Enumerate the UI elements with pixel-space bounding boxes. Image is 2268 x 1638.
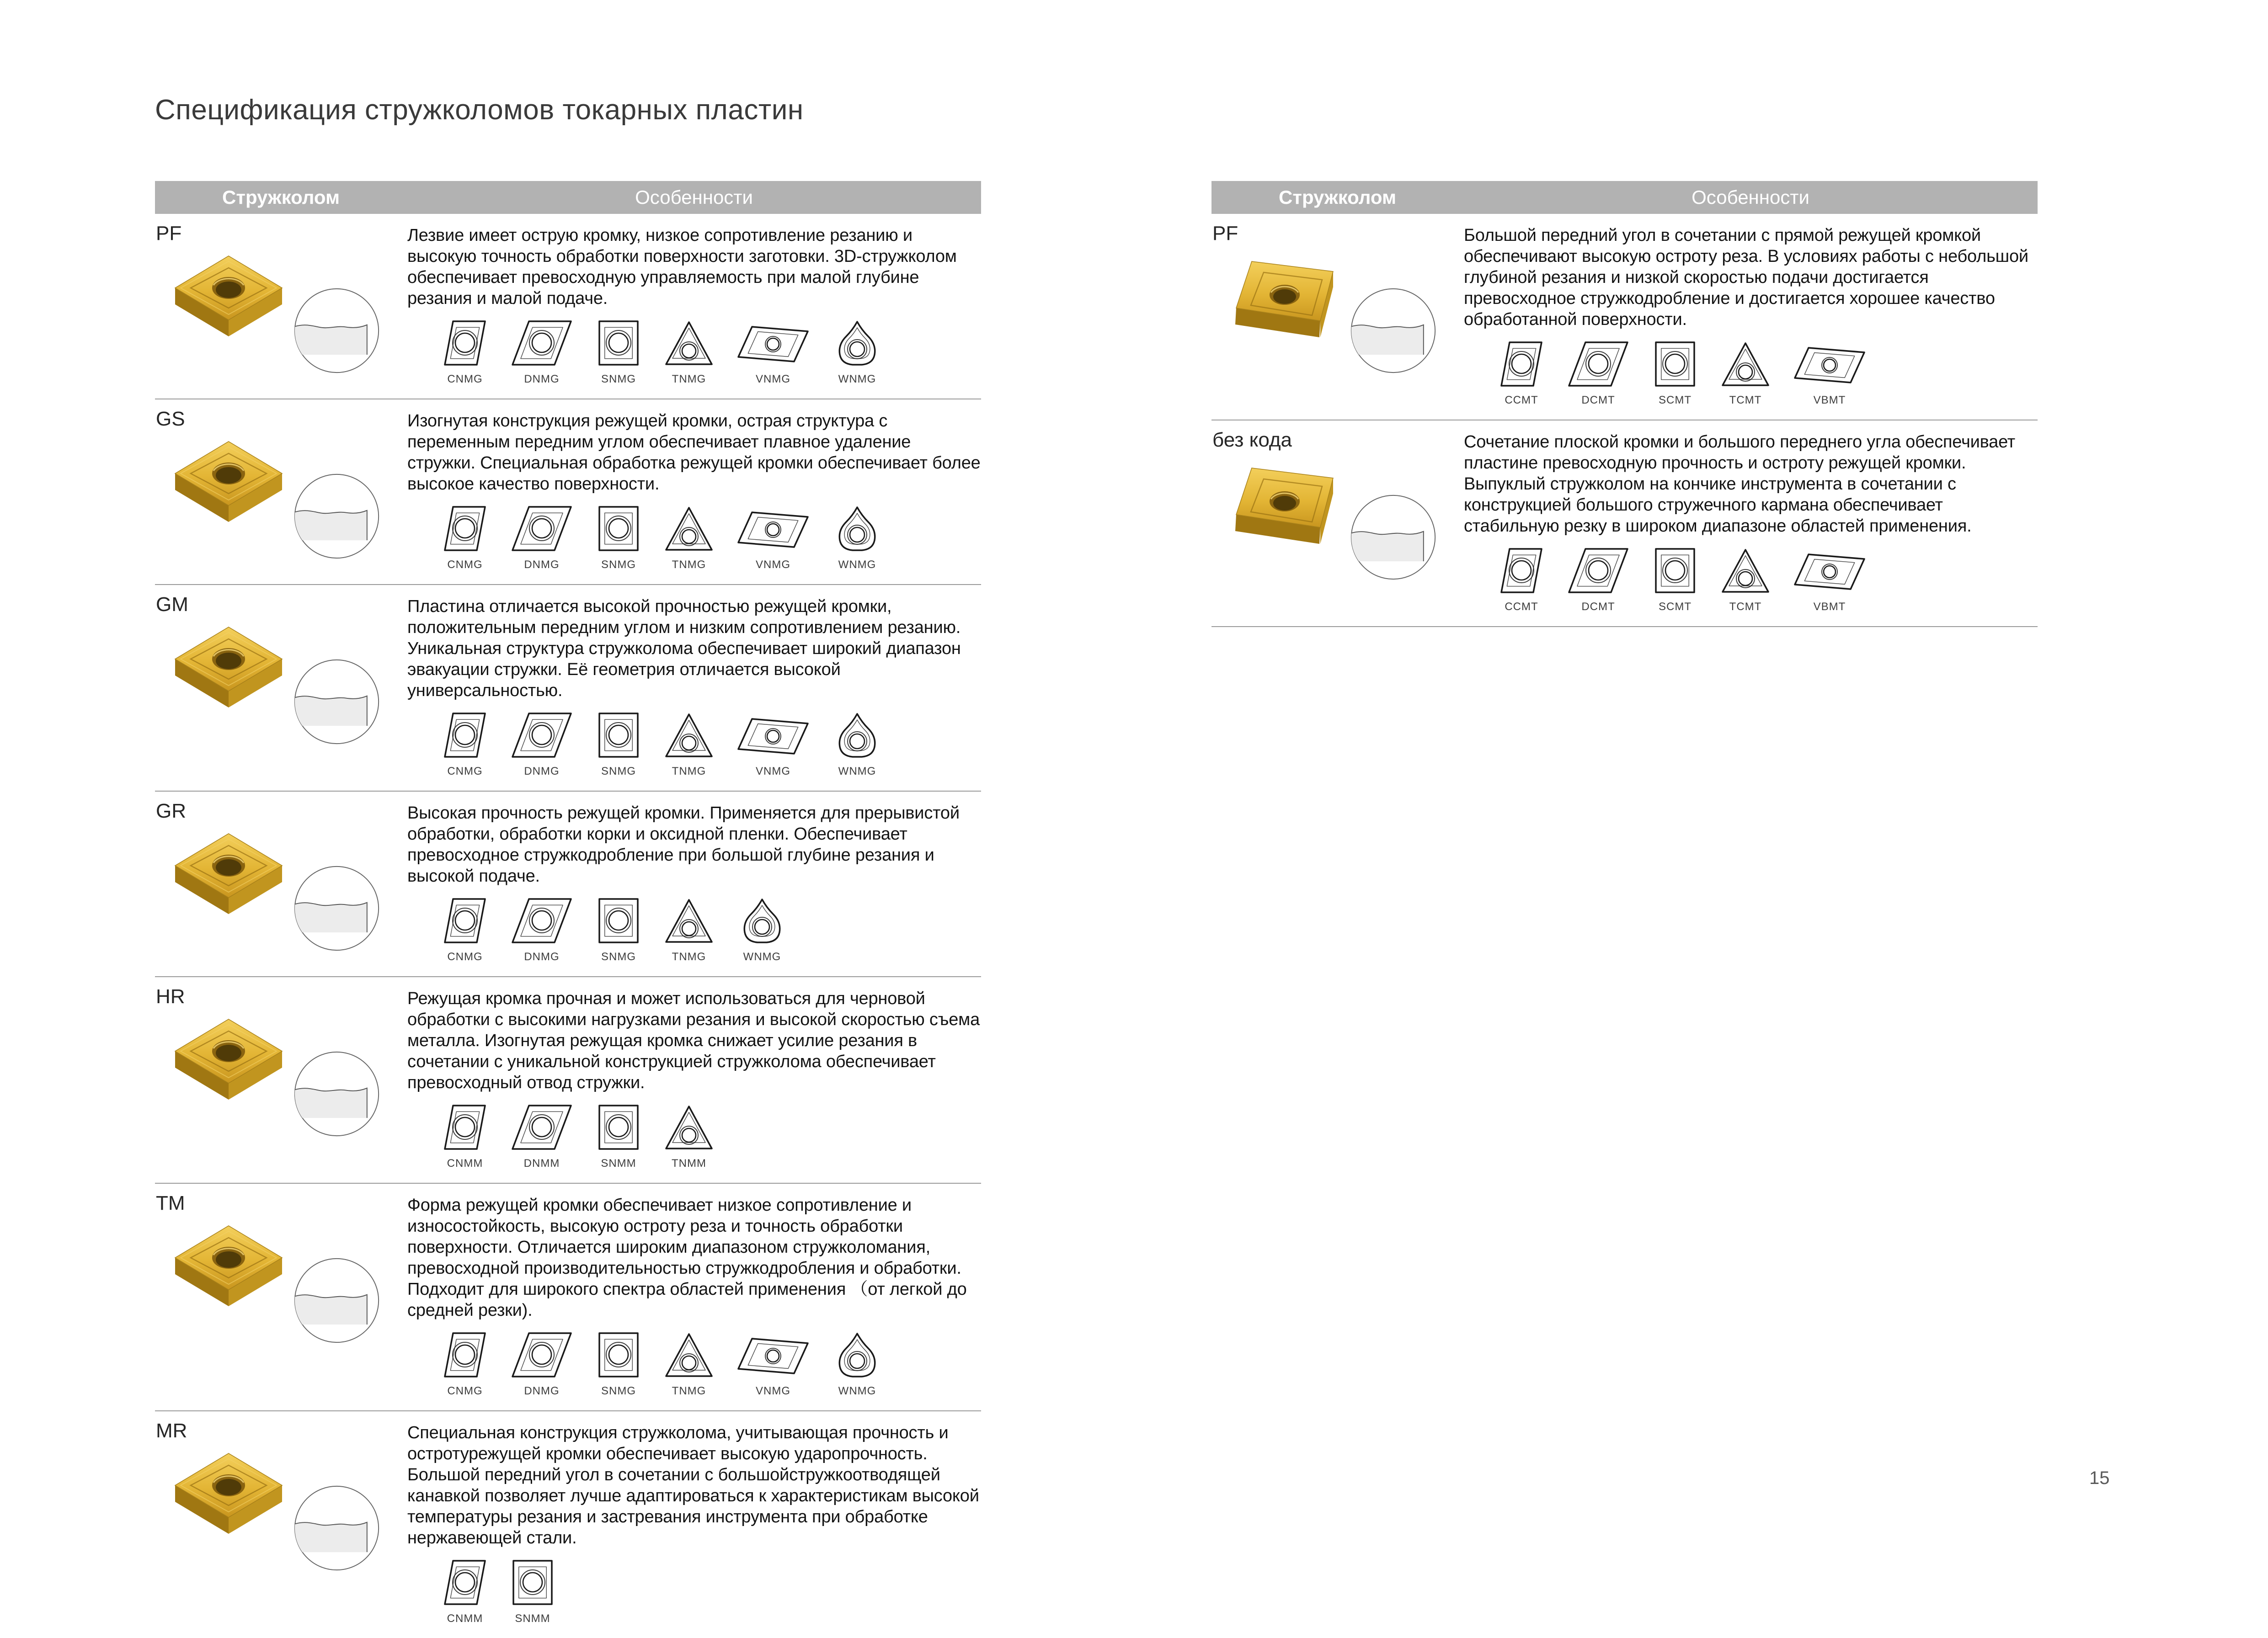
page-number: 15 xyxy=(2089,1468,2110,1488)
insert-shape-label: DNMG xyxy=(524,765,560,777)
insert-shape-label: TNMG xyxy=(672,558,706,571)
features-text: Лезвие имеет острую кромку, низкое сопротивление резанию и высокую точность обработки поверхности заготовки. 3D-стружколом обеспечивает превосходную управляемость при малой глубине резания и малой подаче. xyxy=(407,226,957,308)
cnmm-insert-shape-icon xyxy=(442,1103,488,1154)
column-header-chipbreaker: Стружколом xyxy=(222,186,340,208)
insert-shape-label: DCMT xyxy=(1581,394,1615,406)
insert-shape-label: VNMG xyxy=(756,373,790,385)
chipbreaker-cell xyxy=(155,1184,407,1410)
insert-shapes-row xyxy=(442,711,981,778)
insert-shape xyxy=(1720,340,1771,407)
insert-shape-label: SCMT xyxy=(1659,601,1692,613)
table-row xyxy=(1211,214,2038,420)
insert-shapes-row xyxy=(442,897,981,963)
insert-shape-label: DNMG xyxy=(524,558,560,571)
insert-shape xyxy=(442,1331,488,1398)
chipbreaker-profile-icon xyxy=(292,1049,381,1138)
insert-shapes-row xyxy=(442,319,981,386)
dnmg-insert-shape-icon xyxy=(510,897,574,947)
gold-insert-3d-image xyxy=(167,1218,290,1325)
insert-shape-label: SCMT xyxy=(1659,394,1692,406)
insert-shape xyxy=(663,711,715,778)
chipbreaker-profile-icon xyxy=(292,1256,381,1345)
gold-insert-3d-image xyxy=(1223,454,1347,562)
insert-shape xyxy=(596,505,641,571)
insert-shape-label: SNMG xyxy=(601,373,636,385)
insert-shapes-row xyxy=(442,505,981,571)
chipbreaker-cell xyxy=(155,1411,407,1638)
table-header xyxy=(1211,181,2038,214)
insert-shape-label: VBMT xyxy=(1813,601,1846,613)
vnmg-insert-shape-icon xyxy=(736,507,810,555)
tnmg-insert-shape-icon xyxy=(663,505,715,555)
insert-shape xyxy=(736,507,810,571)
chipbreaker-cell xyxy=(155,977,407,1183)
insert-shape xyxy=(596,897,641,963)
cnmg-insert-shape-icon xyxy=(442,319,488,369)
table-row xyxy=(155,792,981,977)
insert-shape xyxy=(442,1103,488,1170)
insert-shape xyxy=(442,505,488,571)
table-header xyxy=(155,181,981,214)
insert-shapes-row xyxy=(1499,340,2038,407)
features-cell xyxy=(407,977,981,1183)
table-rows xyxy=(1211,214,2038,627)
vnmg-insert-shape-icon xyxy=(736,321,810,369)
insert-shape-label: CNMG xyxy=(447,558,483,571)
insert-shapes-row xyxy=(1499,547,2038,613)
wnmg-insert-shape-icon xyxy=(832,1331,883,1381)
insert-shape xyxy=(1652,340,1698,407)
insert-shape xyxy=(442,1558,488,1625)
insert-shape xyxy=(510,897,574,963)
snmg-insert-shape-icon xyxy=(596,319,641,369)
column-header-features: Особенности xyxy=(1692,186,1809,208)
features-cell xyxy=(1464,214,2038,420)
insert-shape-label: SNMG xyxy=(601,558,636,571)
insert-shape xyxy=(1793,549,1866,613)
insert-shape-label: WNMG xyxy=(838,373,876,385)
insert-shape xyxy=(663,1103,715,1170)
vnmg-insert-shape-icon xyxy=(736,1333,810,1381)
chipbreaker-code-label: GM xyxy=(156,593,188,616)
snmg-insert-shape-icon xyxy=(596,1331,641,1381)
insert-shape xyxy=(832,319,883,386)
insert-shape xyxy=(1652,547,1698,613)
insert-shape xyxy=(510,505,574,571)
chipbreaker-profile-icon xyxy=(292,286,381,375)
insert-shape-label: CCMT xyxy=(1505,394,1538,406)
features-text: Форма режущей кромки обеспечивает низкое сопротивление и износостойкость, высокую остроту реза и точность обработки поверхности. Отличается широким диапазоном стружколомания, превосходной производительностью стружкодробления и обработки. Подходит для широкого спектра областей применения （от легкой до средней резки). xyxy=(407,1196,967,1320)
vbmt-insert-shape-icon xyxy=(1793,549,1866,597)
insert-shape-label: TNMG xyxy=(672,1385,706,1397)
insert-shape xyxy=(736,897,788,963)
wnmg-insert-shape-icon xyxy=(736,897,788,947)
insert-shape-label: CNMM xyxy=(447,1612,483,1625)
insert-shape xyxy=(510,1103,574,1170)
insert-shape-label: CNMG xyxy=(447,765,483,777)
insert-shape xyxy=(1720,547,1771,613)
table-row xyxy=(155,214,981,399)
insert-shape xyxy=(596,1103,641,1170)
chipbreaker-code-label: GS xyxy=(156,408,185,430)
chipbreaker-code-label: MR xyxy=(156,1420,187,1442)
dnmm-insert-shape-icon xyxy=(510,1103,574,1154)
features-cell xyxy=(407,1411,981,1638)
table-row xyxy=(155,977,981,1184)
chipbreaker-cell xyxy=(1211,420,1464,626)
features-text: Специальная конструкция стружколома, учитывающая прочность и остротурежущей кромки обеспечивает высокую ударопрочность. Большой передний угол в сочетании с большойстружкоотводящей канавкой позволяет лучше адаптироваться к характеристикам высокой температуры резания и застревания инструмента при обработке нержавеющей стали. xyxy=(407,1423,979,1548)
dnmg-insert-shape-icon xyxy=(510,1331,574,1381)
insert-shape xyxy=(510,319,574,386)
features-cell xyxy=(1464,420,2038,626)
features-cell xyxy=(407,792,981,976)
insert-shape-label: CNMG xyxy=(447,373,483,385)
chipbreaker-code-label: PF xyxy=(1212,222,1238,245)
insert-shape-label: SNMG xyxy=(601,1385,636,1397)
chipbreaker-profile-icon xyxy=(292,657,381,746)
insert-shape-label: TNMM xyxy=(672,1157,706,1170)
vbmt-insert-shape-icon xyxy=(1793,342,1866,390)
dcmt-insert-shape-icon xyxy=(1566,340,1630,390)
insert-shape-label: TNMG xyxy=(672,373,706,385)
insert-shape xyxy=(832,711,883,778)
insert-shape xyxy=(1566,547,1630,613)
insert-shape xyxy=(663,505,715,571)
chipbreaker-profile-icon xyxy=(1349,286,1438,375)
chipbreaker-cell xyxy=(155,585,407,791)
features-text: Сочетание плоской кромки и большого переднего угла обеспечивает пластине превосходную прочность и остроту режущей кромки. Выпуклый стружколом на кончике инструмента в сочетании с конструкцией большого стружечного кармана обеспечивает стабильную резку в широком диапазоне областей применения. xyxy=(1464,432,2015,536)
insert-shape-label: SNMM xyxy=(515,1612,550,1625)
insert-shape-label: DNMG xyxy=(524,373,560,385)
cnmg-insert-shape-icon xyxy=(442,505,488,555)
insert-shape xyxy=(510,1558,555,1625)
insert-shape xyxy=(663,319,715,386)
chipbreaker-cell xyxy=(1211,214,1464,420)
insert-shape-label: VNMG xyxy=(756,1385,790,1397)
insert-shape-label: DNMG xyxy=(524,951,560,963)
features-cell xyxy=(407,585,981,791)
insert-shape xyxy=(1499,547,1544,613)
insert-shape xyxy=(596,319,641,386)
insert-shape-label: TNMG xyxy=(672,951,706,963)
features-text: Режущая кромка прочная и может использоваться для черновой обработки с высокими нагрузками резания и высокой скоростью съема металла. Изогнутая режущая кромка снижает усилие резания в сочетании с уникальной конструкцией стружколома обеспечивает превосходный отвод стружки. xyxy=(407,989,980,1092)
insert-shape-label: CNMM xyxy=(447,1157,483,1170)
chipbreaker-code-label: PF xyxy=(156,222,182,245)
snmg-insert-shape-icon xyxy=(596,897,641,947)
dcmt-insert-shape-icon xyxy=(1566,547,1630,597)
insert-shape-label: WNMG xyxy=(838,1385,876,1397)
cnmg-insert-shape-icon xyxy=(442,897,488,947)
insert-shape xyxy=(1499,340,1544,407)
chipbreaker-spec-table-right xyxy=(1211,181,2038,627)
insert-shape-label: CNMG xyxy=(447,951,483,963)
insert-shape xyxy=(832,1331,883,1398)
insert-shape-label: CNMG xyxy=(447,1385,483,1397)
ccmt-insert-shape-icon xyxy=(1499,547,1544,597)
insert-shape xyxy=(442,319,488,386)
snmg-insert-shape-icon xyxy=(596,505,641,555)
features-text: Большой передний угол в сочетании с прямой режущей кромкой обеспечивают высокую остроту реза. В условиях работы с небольшой глубиной резания и низкой скоростью подачи достигается превосходное стружкодробление и достигается хорошее качество обработанной поверхности. xyxy=(1464,226,2028,329)
insert-shape xyxy=(1566,340,1630,407)
insert-shape-label: DNMM xyxy=(523,1157,560,1170)
insert-shape xyxy=(510,1331,574,1398)
gold-insert-3d-image xyxy=(167,825,290,933)
page-title: Спецификация стружколомов токарных пластин xyxy=(155,94,804,126)
tcmt-insert-shape-icon xyxy=(1720,547,1771,597)
wnmg-insert-shape-icon xyxy=(832,319,883,369)
snmm-insert-shape-icon xyxy=(596,1103,641,1154)
insert-shape xyxy=(736,321,810,386)
insert-shape xyxy=(663,897,715,963)
chipbreaker-profile-icon xyxy=(1349,493,1438,582)
gold-insert-3d-image xyxy=(167,1445,290,1553)
dnmg-insert-shape-icon xyxy=(510,711,574,761)
table-row xyxy=(155,585,981,792)
wnmg-insert-shape-icon xyxy=(832,711,883,761)
insert-shape-label: WNMG xyxy=(838,765,876,777)
dnmg-insert-shape-icon xyxy=(510,505,574,555)
insert-shape-label: SNMM xyxy=(601,1157,636,1170)
snmg-insert-shape-icon xyxy=(596,711,641,761)
chipbreaker-spec-table-left xyxy=(155,181,981,1638)
cnmg-insert-shape-icon xyxy=(442,1331,488,1381)
insert-shape-label: TNMG xyxy=(672,765,706,777)
tnmg-insert-shape-icon xyxy=(663,897,715,947)
insert-shape-label: VNMG xyxy=(756,765,790,777)
chipbreaker-cell xyxy=(155,792,407,976)
chipbreaker-code-label: GR xyxy=(156,800,186,822)
insert-shape-label: VBMT xyxy=(1813,394,1846,406)
features-cell xyxy=(407,1184,981,1410)
insert-shapes-row xyxy=(442,1103,981,1170)
column-header-features: Особенности xyxy=(635,186,753,208)
features-text: Пластина отличается высокой прочностью режущей кромки, положительным передним углом и низким сопротивлением резанию. Уникальная структура стружколома обеспечивает широкий диапазон эвакуации стружки. Её геометрия отличается высокой универсальностью. xyxy=(407,597,961,700)
insert-shape-label: SNMG xyxy=(601,765,636,777)
gold-insert-3d-image xyxy=(167,619,290,726)
cnmg-insert-shape-icon xyxy=(442,711,488,761)
table-rows xyxy=(155,214,981,1638)
chipbreaker-code-label: TM xyxy=(156,1192,185,1214)
gold-insert-3d-image xyxy=(167,248,290,355)
column-header-chipbreaker: Стружколом xyxy=(1279,186,1397,208)
features-text: Изогнутая конструкция режущей кромки, острая структура с переменным передним углом обеспечивает плавное удаление стружки. Специальная обработка режущей кромки обеспечивает более высокое качество поверхности. xyxy=(407,411,981,494)
features-cell xyxy=(407,399,981,584)
vnmg-insert-shape-icon xyxy=(736,713,810,761)
features-text: Высокая прочность режущей кромки. Применяется для прерывистой обработки, обработки корки и оксидной пленки. Обеспечивает превосходное стружкодробление при большой глубине резания и высокой подаче. xyxy=(407,803,960,886)
chipbreaker-profile-icon xyxy=(292,1484,381,1573)
wnmg-insert-shape-icon xyxy=(832,505,883,555)
insert-shape xyxy=(832,505,883,571)
insert-shape xyxy=(596,1331,641,1398)
table-row xyxy=(1211,420,2038,627)
tnmm-insert-shape-icon xyxy=(663,1103,715,1154)
insert-shape xyxy=(736,713,810,778)
insert-shape-label: SNMG xyxy=(601,951,636,963)
table-row xyxy=(155,1411,981,1638)
insert-shape-label: WNMG xyxy=(743,951,781,963)
insert-shape-label: WNMG xyxy=(838,558,876,571)
ccmt-insert-shape-icon xyxy=(1499,340,1544,390)
insert-shape-label: TCMT xyxy=(1729,601,1762,613)
insert-shape xyxy=(510,711,574,778)
insert-shape-label: DNMG xyxy=(524,1385,560,1397)
insert-shape xyxy=(1793,342,1866,407)
scmt-insert-shape-icon xyxy=(1652,547,1698,597)
chipbreaker-profile-icon xyxy=(292,864,381,953)
insert-shape xyxy=(596,711,641,778)
tnmg-insert-shape-icon xyxy=(663,1331,715,1381)
insert-shape xyxy=(736,1333,810,1398)
table-row xyxy=(155,1184,981,1411)
gold-insert-3d-image xyxy=(1223,248,1347,355)
dnmg-insert-shape-icon xyxy=(510,319,574,369)
chipbreaker-code-label: без кода xyxy=(1212,429,1292,451)
gold-insert-3d-image xyxy=(167,1011,290,1118)
chipbreaker-cell xyxy=(155,399,407,584)
chipbreaker-profile-icon xyxy=(292,472,381,561)
cnmm-insert-shape-icon xyxy=(442,1558,488,1609)
tnmg-insert-shape-icon xyxy=(663,319,715,369)
tcmt-insert-shape-icon xyxy=(1720,340,1771,390)
insert-shape-label: TCMT xyxy=(1729,394,1762,406)
insert-shape xyxy=(442,711,488,778)
table-row xyxy=(155,399,981,585)
insert-shape-label: VNMG xyxy=(756,558,790,571)
insert-shape xyxy=(442,897,488,963)
tnmg-insert-shape-icon xyxy=(663,711,715,761)
features-cell xyxy=(407,214,981,399)
gold-insert-3d-image xyxy=(167,433,290,541)
snmm-insert-shape-icon xyxy=(510,1558,555,1609)
insert-shape-label: DCMT xyxy=(1581,601,1615,613)
insert-shape xyxy=(663,1331,715,1398)
chipbreaker-code-label: HR xyxy=(156,985,185,1008)
chipbreaker-cell xyxy=(155,214,407,399)
insert-shape-label: CCMT xyxy=(1505,601,1538,613)
scmt-insert-shape-icon xyxy=(1652,340,1698,390)
insert-shapes-row xyxy=(442,1331,981,1398)
insert-shapes-row xyxy=(442,1558,981,1625)
